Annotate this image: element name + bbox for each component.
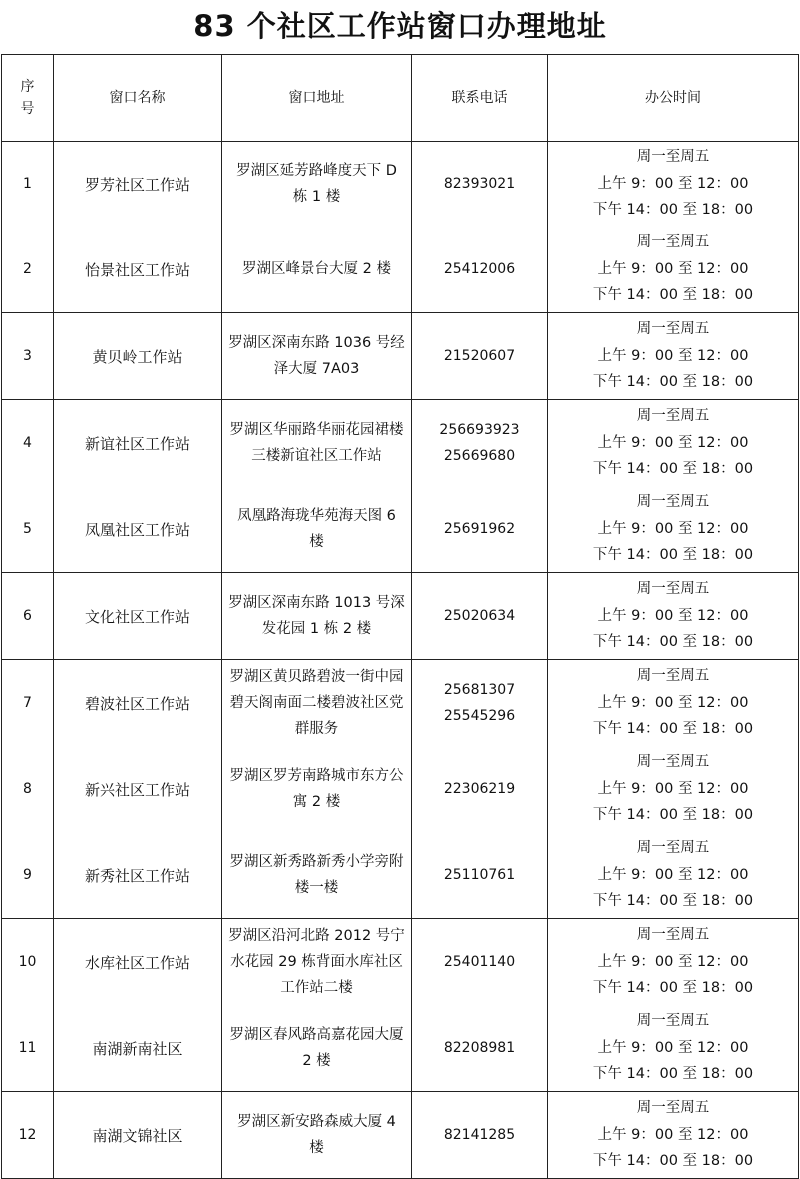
row-number: 12 — [2, 1092, 54, 1179]
hours-morning: 上午 9：00 至 12：00 — [597, 866, 749, 883]
window-name: 黄贝岭工作站 — [54, 313, 222, 400]
table-row — [2, 400, 799, 487]
office-hours — [548, 746, 799, 832]
hours-afternoon: 下午 14：00 至 18：00 — [592, 721, 754, 738]
window-address: 罗湖区峰景台大厦 2 楼 — [222, 226, 412, 313]
row-number: 7 — [2, 660, 54, 747]
hours-days: 周一至周五 — [636, 149, 710, 166]
row-number: 5 — [2, 486, 54, 573]
table-row — [2, 313, 799, 400]
table-row — [2, 832, 799, 919]
page-title: 83 个社区工作站窗口办理地址 — [193, 9, 607, 43]
contact-phone — [412, 313, 548, 400]
hours-days: 周一至周五 — [636, 1013, 710, 1030]
window-address: 罗湖区黄贝路碧波一街中园碧天阁南面二楼碧波社区党群服务 — [222, 660, 412, 747]
row-number: 11 — [2, 1005, 54, 1092]
row-number: 8 — [2, 746, 54, 832]
table-body — [2, 142, 799, 1179]
contact-phone — [412, 1092, 548, 1179]
table-row — [2, 142, 799, 227]
contact-phone — [412, 142, 548, 227]
hours-morning: 上午 9：00 至 12：00 — [597, 260, 749, 277]
hours-days: 周一至周五 — [636, 408, 710, 425]
window-address: 罗湖区延芳路峰度天下 D 栋 1 楼 — [222, 142, 412, 227]
window-address: 罗湖区新安路森威大厦 4 楼 — [222, 1092, 412, 1179]
row-number: 10 — [2, 919, 54, 1006]
contact-phone — [412, 400, 548, 487]
window-name: 文化社区工作站 — [54, 573, 222, 660]
header-hours: 办公时间 — [548, 55, 799, 142]
office-hours — [548, 142, 799, 227]
hours-morning: 上午 9：00 至 12：00 — [597, 607, 749, 624]
hours-days: 周一至周五 — [636, 494, 710, 511]
contact-phone — [412, 226, 548, 313]
phone-primary: 82141285 — [443, 1127, 516, 1143]
office-hours — [548, 313, 799, 400]
hours-morning: 上午 9：00 至 12：00 — [597, 1039, 749, 1056]
phone-primary: 256693923 — [439, 422, 520, 438]
hours-days: 周一至周五 — [636, 927, 710, 944]
header-phone: 联系电话 — [412, 55, 548, 142]
contact-phone — [412, 919, 548, 1006]
office-hours — [548, 573, 799, 660]
office-hours — [548, 832, 799, 919]
row-number: 2 — [2, 226, 54, 313]
hours-afternoon: 下午 14：00 至 18：00 — [592, 374, 754, 391]
office-hours — [548, 919, 799, 1006]
phone-primary: 25110761 — [443, 867, 516, 883]
office-hours — [548, 400, 799, 487]
hours-morning: 上午 9：00 至 12：00 — [597, 953, 749, 970]
window-address: 罗湖区新秀路新秀小学旁附楼一楼 — [222, 832, 412, 919]
window-name: 凤凰社区工作站 — [54, 486, 222, 573]
window-name: 罗芳社区工作站 — [54, 142, 222, 227]
hours-afternoon: 下午 14：00 至 18：00 — [592, 893, 754, 910]
window-name: 南湖文锦社区 — [54, 1092, 222, 1179]
table-row — [2, 746, 799, 832]
hours-morning: 上午 9：00 至 12：00 — [597, 347, 749, 364]
phone-secondary: 25545296 — [443, 708, 516, 724]
window-address: 凤凰路海珑华苑海天图 6 楼 — [222, 486, 412, 573]
table-row — [2, 226, 799, 313]
hours-morning: 上午 9：00 至 12：00 — [597, 694, 749, 711]
office-hours — [548, 660, 799, 747]
hours-morning: 上午 9：00 至 12：00 — [597, 1126, 749, 1143]
table-row — [2, 1092, 799, 1179]
contact-phone — [412, 832, 548, 919]
hours-afternoon: 下午 14：00 至 18：00 — [592, 807, 754, 824]
table-row — [2, 573, 799, 660]
table-row — [2, 660, 799, 747]
phone-primary: 82208981 — [443, 1040, 516, 1056]
phone-primary: 25401140 — [443, 954, 516, 970]
header-index: 序号 — [2, 55, 54, 142]
phone-primary: 25681307 — [443, 682, 516, 698]
row-number: 3 — [2, 313, 54, 400]
header-address: 窗口地址 — [222, 55, 412, 142]
hours-days: 周一至周五 — [636, 840, 710, 857]
row-number: 1 — [2, 142, 54, 227]
window-address: 罗湖区沿河北路 2012 号宁水花园 29 栋背面水库社区工作站二楼 — [222, 919, 412, 1006]
hours-days: 周一至周五 — [636, 754, 710, 771]
window-name: 新秀社区工作站 — [54, 832, 222, 919]
window-name: 碧波社区工作站 — [54, 660, 222, 747]
hours-afternoon: 下午 14：00 至 18：00 — [592, 287, 754, 304]
row-number: 4 — [2, 400, 54, 487]
row-number: 9 — [2, 832, 54, 919]
phone-secondary: 25669680 — [443, 448, 516, 464]
table-row — [2, 486, 799, 573]
hours-morning: 上午 9：00 至 12：00 — [597, 175, 749, 192]
window-address: 罗湖区深南东路 1013 号深发花园 1 栋 2 楼 — [222, 573, 412, 660]
table-header-row — [2, 55, 799, 142]
phone-primary: 25691962 — [443, 521, 516, 537]
window-name: 南湖新南社区 — [54, 1005, 222, 1092]
phone-primary: 25412006 — [443, 261, 516, 277]
window-address: 罗湖区春风路高嘉花园大厦 2 楼 — [222, 1005, 412, 1092]
office-hours — [548, 226, 799, 313]
contact-phone — [412, 660, 548, 747]
hours-morning: 上午 9：00 至 12：00 — [597, 780, 749, 797]
hours-afternoon: 下午 14：00 至 18：00 — [592, 461, 754, 478]
hours-days: 周一至周五 — [636, 321, 710, 338]
contact-phone — [412, 486, 548, 573]
hours-afternoon: 下午 14：00 至 18：00 — [592, 547, 754, 564]
hours-days: 周一至周五 — [636, 581, 710, 598]
header-name: 窗口名称 — [54, 55, 222, 142]
hours-morning: 上午 9：00 至 12：00 — [597, 520, 749, 537]
phone-primary: 82393021 — [443, 176, 516, 192]
office-hours — [548, 486, 799, 573]
table-row — [2, 1005, 799, 1092]
hours-afternoon: 下午 14：00 至 18：00 — [592, 1066, 754, 1083]
hours-days: 周一至周五 — [636, 234, 710, 251]
hours-afternoon: 下午 14：00 至 18：00 — [592, 202, 754, 219]
hours-afternoon: 下午 14：00 至 18：00 — [592, 980, 754, 997]
phone-primary: 21520607 — [443, 348, 516, 364]
window-name: 新谊社区工作站 — [54, 400, 222, 487]
office-hours — [548, 1092, 799, 1179]
hours-days: 周一至周五 — [636, 1100, 710, 1117]
contact-phone — [412, 1005, 548, 1092]
address-table — [1, 54, 799, 1179]
window-name: 水库社区工作站 — [54, 919, 222, 1006]
contact-phone — [412, 746, 548, 832]
contact-phone — [412, 573, 548, 660]
window-address: 罗湖区华丽路华丽花园裙楼三楼新谊社区工作站 — [222, 400, 412, 487]
phone-primary: 22306219 — [443, 781, 516, 797]
hours-afternoon: 下午 14：00 至 18：00 — [592, 634, 754, 651]
hours-morning: 上午 9：00 至 12：00 — [597, 434, 749, 451]
table-row — [2, 919, 799, 1006]
office-hours — [548, 1005, 799, 1092]
row-number: 6 — [2, 573, 54, 660]
window-name: 怡景社区工作站 — [54, 226, 222, 313]
window-address: 罗湖区深南东路 1036 号经泽大厦 7A03 — [222, 313, 412, 400]
window-address: 罗湖区罗芳南路城市东方公寓 2 楼 — [222, 746, 412, 832]
phone-primary: 25020634 — [443, 608, 516, 624]
window-name: 新兴社区工作站 — [54, 746, 222, 832]
hours-days: 周一至周五 — [636, 668, 710, 685]
hours-afternoon: 下午 14：00 至 18：00 — [592, 1153, 754, 1170]
